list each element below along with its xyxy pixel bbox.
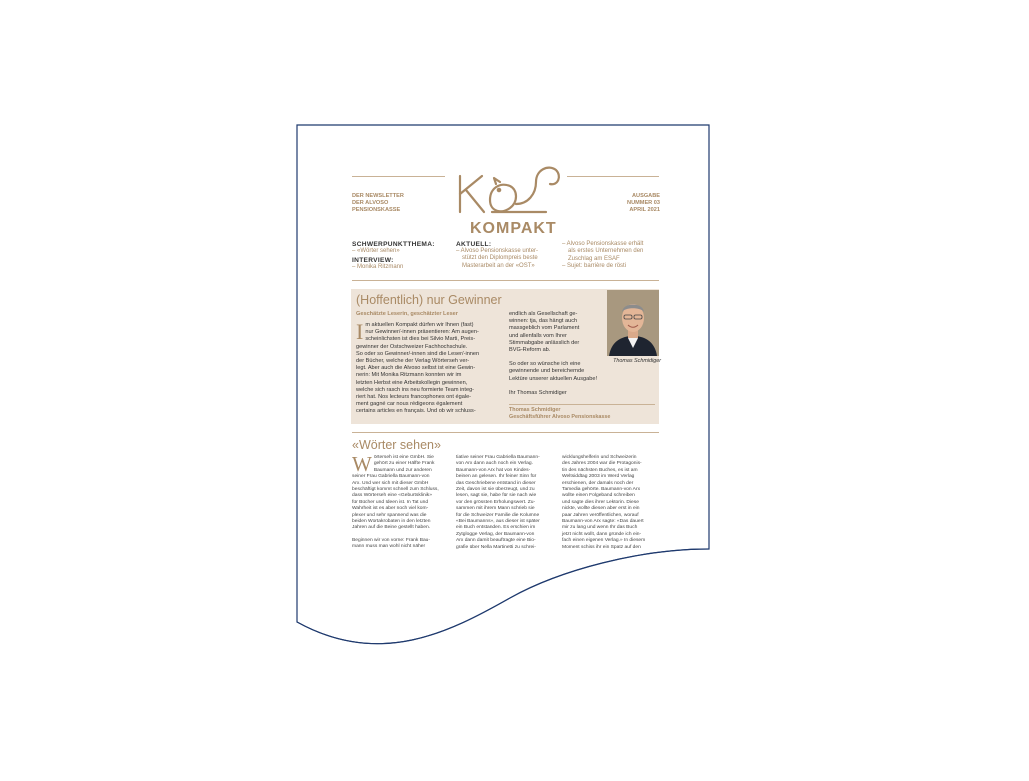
editorial-signature: Thomas Schmidiger Geschäftsführer Alvoso Pensionskasse [509, 407, 611, 420]
topic-item: Masterarbeit an der «OST» [462, 262, 535, 269]
article-rule [352, 432, 659, 433]
editorial-column-2: endlich als Gesellschaft ge- winnen: tja, das hängt auch massgeblich vom Parlament und allenfalls vom Ihrer Stimmabgabe anlässlich der BVG-Reform ab. So oder so wünsche ich eine gewinnende und bereichernde Lektüre unserer aktuellen Ausgabe! Ihr Thomas Schmidiger [509, 311, 609, 397]
article-title: «Wörter sehen» [352, 438, 441, 452]
editorial-title: (Hoffentlich) nur Gewinner [356, 293, 502, 307]
topic-item: Zuschlag am ESAF [568, 255, 620, 262]
article-column-3: wicklungshelferin und Schweizerin des Jahres 2004 war die Protagonis- tin des nächsten Buches, es ist am Weltsiddtag 2003 im Werd Verlag erschienen, der damals noch der Tamedia gehörte. Baumann-von Arx wollte einen Folgeband schreiben und sagte dies ihrer Lektorin. Diese nickte, wollte diesen aber erst in ein paar Jahren veröffentlichen, worauf Baumann-von Arx sagte: «Das dauert mir zu lang und wenn Ihr das Buch jetzt nicht wollt, dann gründe ich ein- fach einen eigenen Verlag.» In diesem Moment schiss ihr ein Spatz auf den [562, 455, 646, 550]
topic-item: stützt den Diplompreis beste [462, 255, 538, 262]
topics-column-3 [562, 241, 662, 271]
topic-item: – Sujet: barrière de rösti [562, 263, 627, 270]
topics-rule [352, 280, 659, 281]
masthead-rule-right [567, 176, 659, 177]
topic-heading: INTERVIEW: [352, 257, 394, 265]
dropcap: I [356, 319, 364, 344]
topic-item: – «Wörter sehen» [352, 248, 400, 254]
topic-heading: AKTUELL: [456, 241, 492, 248]
editorial-salutation: Geschätzte Leserin, geschätzter Leser [356, 311, 458, 317]
editorial-greeting: Ihr Thomas Schmidiger [509, 389, 567, 396]
dropcap: W [352, 452, 372, 476]
topic-item: – Monika Ritzmann [352, 264, 404, 271]
topic-item: als erstes Unternehmen den [568, 248, 644, 255]
portrait-photo [607, 290, 659, 356]
logo-wordmark: KOMPAKT [470, 220, 557, 237]
article-column-1: W örterseh ist eine GmbH. Sie gehört zu einer Hälfte Frank Baumann und zur anderen seiner Frau Gabriella Baumann-von Arx. Und wer sich mit dieser GmbH beschäftigt kommt schnell zum Schluss, dass Wörterseh eine «Geburtsklinik» für Bücher und Ideen ist. In Tat und Wahrheit ist es aber noch viel kom- plexer und sehr spannend was die beiden Wortakrobaten in den letzten Jahren auf die Beine gestellt haben. Beginnen wir von vorne: Frank Bau- mann muss man wohl nicht näher [352, 452, 439, 550]
photo-caption: Thomas Schmidiger [613, 358, 661, 364]
newsletter-label: DER NEWSLETTER DER ALVOSO PENSIONSKASSE [352, 193, 404, 213]
topics-column-1 [352, 241, 448, 272]
issue-label: AUSGABE NUMMER 03 APRIL 2021 [627, 193, 660, 213]
topics-column-2 [456, 241, 564, 270]
editorial-column-1: I m aktuellen Kompakt dürfen wir Ihnen (fast) nur Gewinner/-innen präsentieren: Am augen- scheinlichsten ist dies bei Silvio Marti, Preis- gewinner der Ostschweizer Fachhochschule. So oder so Gewinner/-innen sind die Leser/-innen der Bücher, welche der Verlag Wörterseh ver- legt. Aber auch die Alvoso selbst ist eine Gewin- nerin: Mit Monika Ritzmann konnten wir im letzten Herbst eine Arbeitskollegin gewinnen, welche sich rasch ins neu formierte Team integ- riert hat. Nos lecteurs francophones ont égale- ment gagné car nous rédigeons également certains articles en français. Und ob wir schluss- [356, 319, 480, 415]
article-column-2: tiative seiner Frau Gabriella Baumann- von Arx dann auch noch ein Verlag. Baumann-von Arx hat von Kindes- beinen an gelesen. Ihr feiner Sinn für das Geschriebene entstand in dieser Zeit, davon ist sie überzeugt, und zu lesen, sagt sie, habe für sie nach wie vor den grössten Erholungswert. Zu- sammen mit ihrem Mann schrieb sie für die Schweizer Familie die Kolumne «Bei Baumanns», aus dieser ist später ein Buch entstanden. Es erschien im Zytglogge Verlag, der Baumann-von Arx dann damit beauftragte eine Bio- grafie über Nella Martinetti zu schrei- [456, 455, 540, 550]
masthead-rule-left [352, 176, 445, 177]
squirrel-logo-icon [456, 160, 566, 218]
signature-rule [509, 404, 655, 405]
topic-item: – Alvoso Pensionskasse unter- [456, 248, 539, 254]
topic-item: – Alvoso Pensionskasse erhält [562, 241, 644, 247]
topic-heading: SCHWERPUNKTTHEMA: [352, 241, 435, 248]
